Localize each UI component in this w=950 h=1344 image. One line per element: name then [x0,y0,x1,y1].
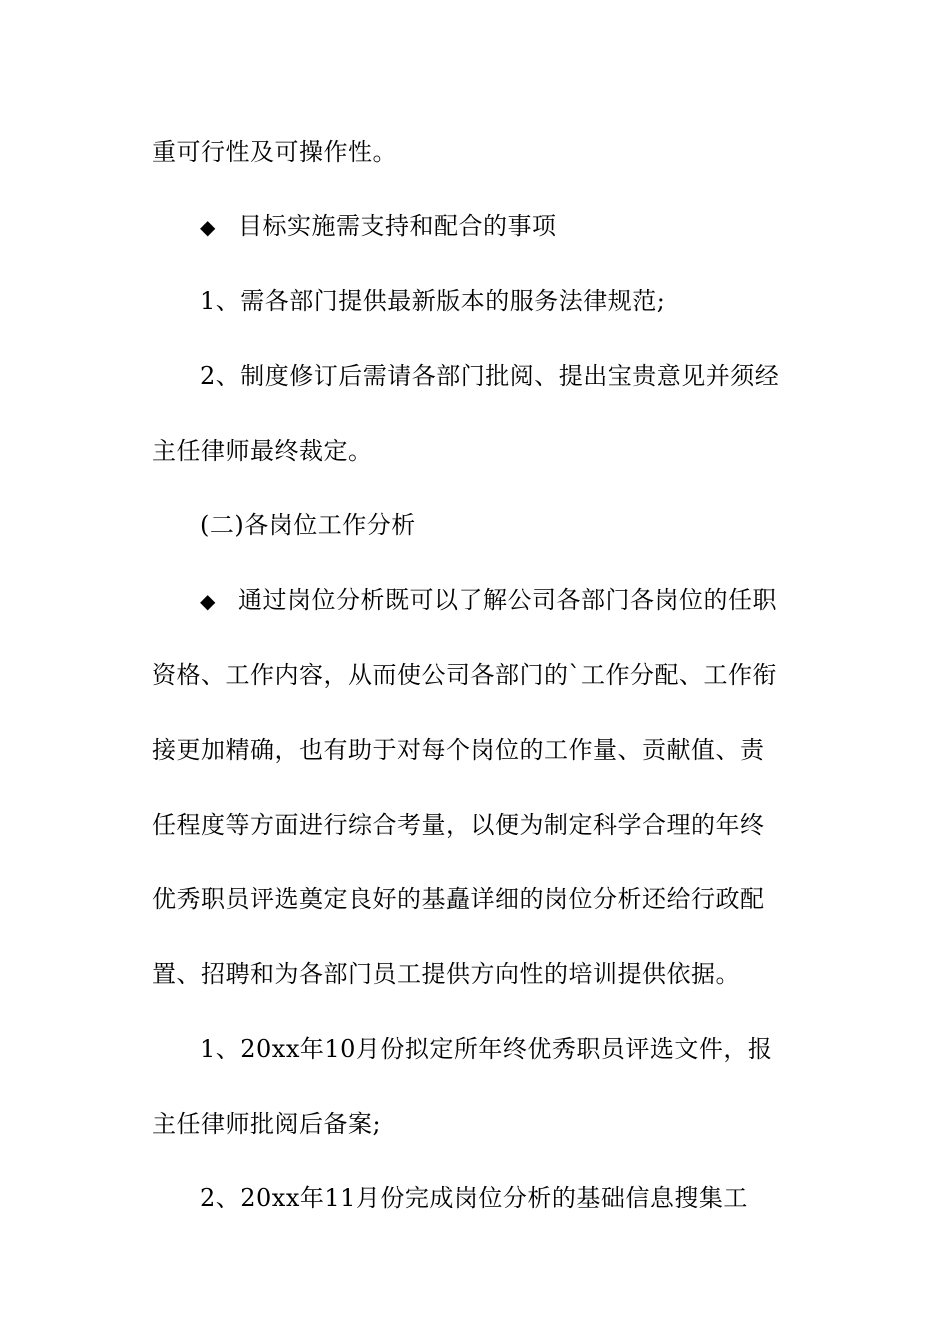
list-item: 2、20xx年11月份完成岗位分析的基础信息搜集工 [200,1184,748,1212]
list-item: 1、需各部门提供最新版本的服务法律规范; [200,287,666,315]
bullet-heading [200,211,860,242]
bullet-heading-text: 目标实施需支持和配合的事项 [238,212,557,240]
diamond-bullet-icon: ◆ [200,215,216,239]
paragraph-line: 任程度等方面进行综合考量，以便为制定科学合理的年终 [152,811,765,839]
list-item: 1、20xx年10月份拟定所年终优秀职员评选文件，报 [200,1035,773,1063]
bullet-paragraph [200,585,860,616]
bullet-paragraph-text: 通过岗位分析既可以了解公司各部门各岗位的任职 [238,586,777,614]
paragraph-line: 资格、工作内容，从而使公司各部门的`工作分配、工作衔 [152,661,777,689]
paragraph-line: 重可行性及可操作性。 [152,138,397,166]
paragraph-line: 主任律师批阅后备案; [152,1110,382,1138]
list-item: 2、制度修订后需请各部门批阅、提出宝贵意见并须经 [200,362,780,390]
paragraph-line: 主任律师最终裁定。 [152,437,373,465]
paragraph-line: 置、招聘和为各部门员工提供方向性的培训提供依据。 [152,960,740,988]
section-heading: (二)各岗位工作分析 [200,511,416,539]
paragraph-line: 接更加精确，也有助于对每个岗位的工作量、贡献值、责 [152,736,765,764]
diamond-bullet-icon: ◆ [200,589,216,613]
paragraph-line: 优秀职员评选奠定良好的基矗详细的岗位分析还给行政配 [152,885,765,913]
